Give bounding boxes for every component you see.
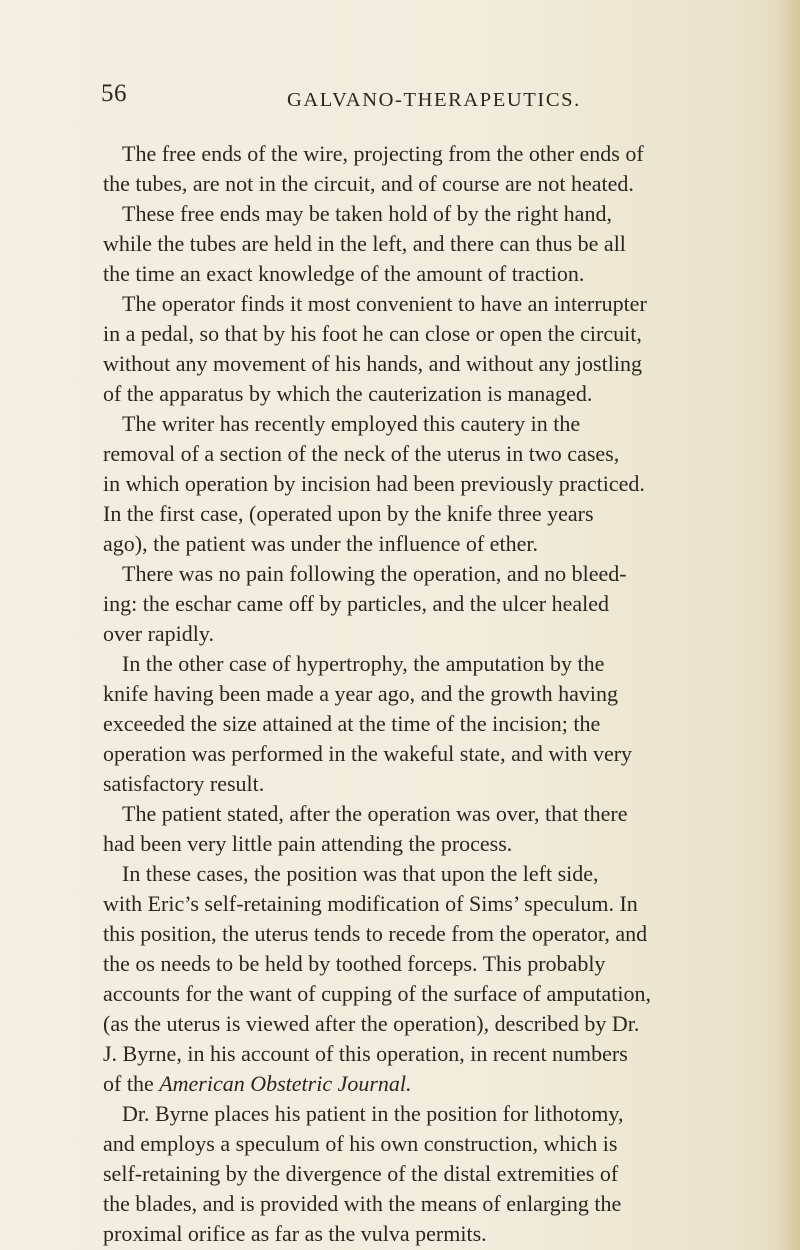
text-line-journal-citation <box>103 1069 412 1099</box>
text-line: the time an exact knowledge of the amount of traction. <box>103 261 585 286</box>
text-line: In these cases, the position was that upon the left side, <box>122 861 599 886</box>
text-line: The writer has recently employed this cautery in the <box>122 411 581 436</box>
text-line: over rapidly. <box>103 621 214 646</box>
page-edge-stain <box>778 0 800 1250</box>
text-line: and employs a speculum of his own construction, which is <box>103 1131 618 1156</box>
text-line: operation was performed in the wakeful state, and with very <box>103 741 633 766</box>
citation-prefix: of the <box>103 1071 154 1096</box>
text-line: The operator finds it most convenient to have an interrupter <box>122 291 647 316</box>
text-line: The free ends of the wire, projecting from the other ends of <box>122 141 644 166</box>
text-line: had been very little pain attending the process. <box>103 831 513 856</box>
text-line: (as the uterus is viewed after the operation), described by Dr. <box>103 1011 640 1036</box>
journal-title: American Obstetric Journal. <box>159 1071 412 1096</box>
text-line: the os needs to be held by toothed forceps. This probably <box>103 951 606 976</box>
text-line: satisfactory result. <box>103 771 265 796</box>
text-line: in which operation by incision had been previously practiced. <box>103 471 645 496</box>
text-line: Dr. Byrne places his patient in the position for lithotomy, <box>122 1101 624 1126</box>
text-line: ago), the patient was under the influence of ether. <box>103 531 538 556</box>
text-line: the blades, and is provided with the means of enlarging the <box>103 1191 622 1216</box>
text-line: In the first case, (operated upon by the knife three years <box>103 501 594 526</box>
text-line: J. Byrne, in his account of this operation, in recent numbers <box>103 1041 628 1066</box>
text-line: proximal orifice as far as the vulva permits. <box>103 1221 487 1246</box>
page-number: 56 <box>101 80 127 107</box>
running-head: GALVANO-THERAPEUTICS. <box>287 89 581 111</box>
text-line: These free ends may be taken hold of by the right hand, <box>122 201 612 226</box>
text-line: self-retaining by the divergence of the distal extremities of <box>103 1161 619 1186</box>
text-line: ing: the eschar came off by particles, and the ulcer healed <box>103 591 609 616</box>
text-line: knife having been made a year ago, and the growth having <box>103 681 618 706</box>
text-line: In the other case of hypertrophy, the amputation by the <box>122 651 605 676</box>
text-line: accounts for the want of cupping of the surface of amputation, <box>103 981 651 1006</box>
text-line: removal of a section of the neck of the uterus in two cases, <box>103 441 620 466</box>
text-line: the tubes, are not in the circuit, and of course are not heated. <box>103 171 634 196</box>
text-line: with Eric’s self-retaining modification of Sims’ speculum. In <box>103 891 638 916</box>
text-line: There was no pain following the operation, and no bleed- <box>122 561 627 586</box>
text-line: exceeded the size attained at the time of the incision; the <box>103 711 601 736</box>
text-line: without any movement of his hands, and without any jostling <box>103 351 642 376</box>
text-line: of the apparatus by which the cauterization is managed. <box>103 381 593 406</box>
text-line: this position, the uterus tends to recede from the operator, and <box>103 921 648 946</box>
text-line: The patient stated, after the operation was over, that there <box>122 801 628 826</box>
text-line: in a pedal, so that by his foot he can close or open the circuit, <box>103 321 642 346</box>
text-line: while the tubes are held in the left, and there can thus be all <box>103 231 626 256</box>
